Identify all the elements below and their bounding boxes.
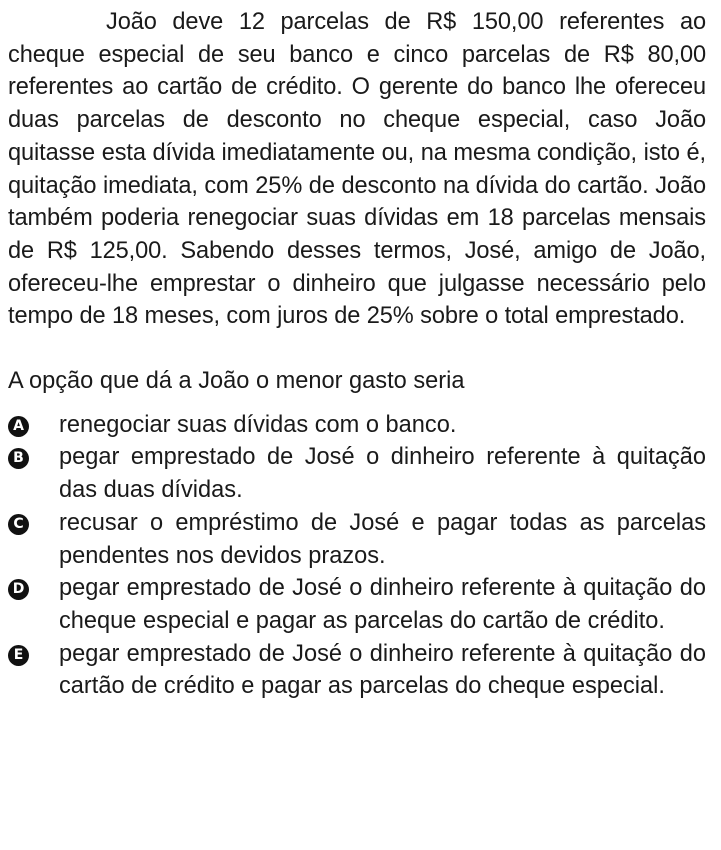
option-e-text: pegar emprestado de José o dinheiro referente à quitação do cartão de crédito e pagar as parcelas do cheque especial. [59, 640, 706, 700]
option-a-text: renegociar suas dívidas com o banco. [59, 411, 457, 438]
option-e[interactable] [8, 638, 706, 703]
option-b[interactable] [8, 441, 706, 506]
answer-options [8, 409, 706, 703]
question-document [8, 6, 706, 703]
option-d[interactable] [8, 572, 706, 637]
option-b-badge-icon: B [8, 448, 29, 469]
question-prompt: A opção que dá a João o menor gasto seria [8, 368, 465, 395]
option-c[interactable] [8, 507, 706, 572]
question-stem: João deve 12 parcelas de R$ 150,00 referentes ao cheque especial de seu banco e cinco parcelas de R$ 80,00 referentes ao cartão de crédito. O gerente do banco lhe ofereceu duas parcelas de desconto no cheque especial, caso João quitasse esta dívida imediatamente ou, na mesma condição, isto é, quitação imediata, com 25% de desconto na dívida do cartão. João também poderia renegociar suas dívidas em 18 parcelas mensais de R$ 125,00. Sabendo desses termos, José, amigo de João, ofereceu-lhe emprestar o dinheiro que julgasse necessário pelo tempo de 18 meses, com juros de 25% sobre o total emprestado. [8, 9, 706, 330]
option-b-text: pegar emprestado de José o dinheiro referente à quitação das duas dívidas. [59, 444, 706, 504]
option-a-badge-icon: A [8, 416, 29, 437]
option-d-text: pegar emprestado de José o dinheiro referente à quitação do cheque especial e pagar as parcelas do cartão de crédito. [59, 575, 706, 634]
option-c-badge-icon: C [8, 514, 29, 535]
option-e-badge-icon: E [8, 645, 29, 666]
option-c-text: recusar o empréstimo de José e pagar todas as parcelas pendentes nos devidos prazos. [59, 509, 706, 569]
option-d-badge-icon: D [8, 579, 29, 600]
option-a[interactable] [8, 409, 706, 442]
